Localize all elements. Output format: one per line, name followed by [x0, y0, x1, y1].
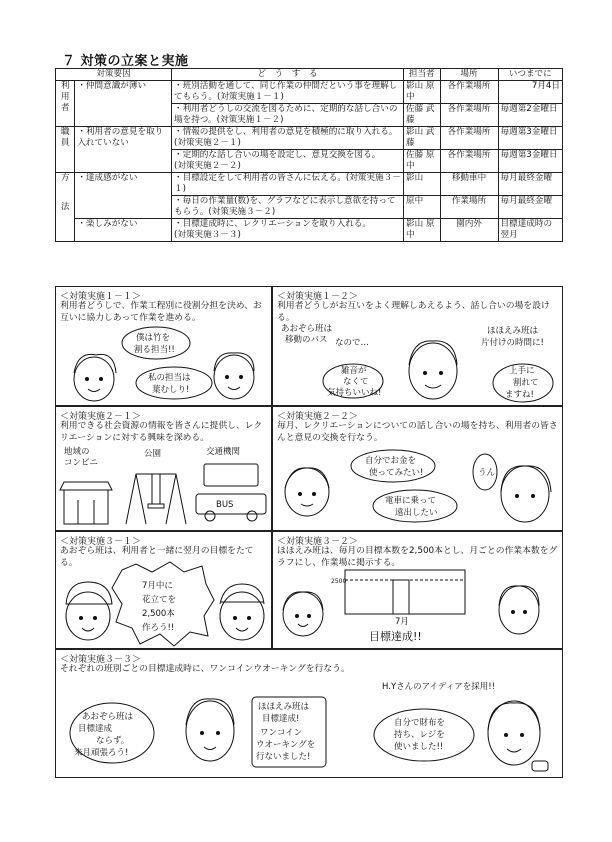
header-when: いつまでに: [498, 69, 562, 81]
panel-heading: ＜対策実施２－２＞: [277, 412, 359, 422]
person-face-icon: [409, 343, 457, 399]
person-face-icon: [499, 586, 539, 634]
panel-heading: ＜対策実施１－２＞: [277, 292, 359, 302]
person-face-icon: [488, 701, 540, 765]
panel-illustration: [273, 321, 564, 405]
bubble-text: H.Yさんのアイディアを採用!!: [382, 682, 496, 692]
bubble-text: ワンコイン: [260, 728, 303, 738]
bubble-text: 2,500本: [142, 609, 175, 619]
header-factor: 対策要因: [56, 69, 172, 81]
person-cell: 佐藤 原中: [404, 150, 441, 173]
bubble-text: 遠出したい: [395, 508, 438, 518]
place-cell: 各作業場所: [440, 150, 498, 173]
bubble-text: 葉むしり!: [152, 385, 190, 395]
bubble-text: 作ろう!!: [142, 623, 175, 633]
section-title: ７ 対策の立案と実施: [62, 54, 189, 69]
place-cell: 各作業場所: [440, 81, 498, 104]
bubble-text: 自分でお金を: [365, 456, 417, 466]
bubble-text: あおぞら班は: [281, 324, 333, 334]
bubble-text: 雑音が: [341, 366, 367, 376]
person-cell: 影山: [404, 173, 441, 196]
bubble-text: 気持ちいいね!: [327, 388, 382, 398]
panel-3-1: [55, 531, 272, 649]
person-cell: 影山 原中: [404, 81, 441, 104]
person-face-icon: [283, 592, 323, 636]
graph-label: 2500: [331, 578, 347, 585]
graph-bar: [393, 580, 409, 614]
park-swing-icon: [126, 474, 186, 524]
panel-1-1: [55, 286, 272, 406]
bubble-text: 使ってみたい!: [369, 468, 424, 478]
illustration-label: 地域の: [64, 447, 90, 457]
action-cell: ・班別活動を通して、同じ作業の仲間だという事を理解してもらう。(対策実施１－１): [172, 81, 404, 104]
panel-heading: ＜対策実施３－２＞: [277, 537, 359, 547]
panel-heading: ＜対策実施２－１＞: [60, 412, 142, 422]
graph-label: 目標達成!!: [369, 630, 422, 643]
person-cell: 原中: [404, 196, 441, 219]
person-face-icon: [285, 468, 329, 516]
panel-2-1: [55, 406, 272, 531]
place-cell: 各作業場所: [440, 104, 498, 127]
factor-cell: ・仲間意識が薄い: [75, 81, 172, 127]
place-cell: 作業場所: [440, 196, 498, 219]
when-cell: 毎週第3金曜日: [498, 150, 562, 173]
bubble-text: なので…: [335, 338, 370, 348]
person-face-icon: [66, 592, 110, 640]
place-cell: 園内外: [440, 219, 498, 242]
train-icon: [204, 464, 258, 486]
wallet-icon: [532, 761, 548, 771]
bubble-text: 行ないました!: [256, 752, 311, 762]
panel-heading: ＜対策実施１－１＞: [60, 292, 142, 302]
when-cell: 毎週第3金曜日: [498, 127, 562, 150]
panel-2-2: [272, 406, 563, 531]
person-cell: 影山 武藤: [404, 127, 441, 150]
person-face-icon: [214, 355, 254, 399]
bubble-text: なくて: [343, 377, 369, 387]
panel-illustration: [56, 442, 273, 530]
header-action: ど う す る: [172, 69, 404, 81]
graph-label: 7月: [395, 617, 409, 627]
panel-heading: ＜対策実施３－１＞: [60, 537, 142, 547]
person-cell: 影山 原中: [404, 219, 441, 242]
panel-description: ほほえみ班は、毎月の目標本数を2,500本とし、月ごとの作業本数をグラフにし、作業場に掲示する。: [277, 546, 558, 568]
bubble-text: 割る担当!!: [134, 345, 175, 355]
person-cell: 佐藤 武藤: [404, 104, 441, 127]
when-cell: 毎月最終金曜: [498, 196, 562, 219]
when-cell: 毎月最終金曜: [498, 173, 562, 196]
panel-description: それぞれの班別ごとの目標達成時に、ワンコインウオーキングを行なう。: [60, 664, 350, 674]
bubble-text: 自分で財布を: [394, 718, 446, 728]
panel-illustration: [273, 566, 564, 648]
illustration-label: BUS: [216, 500, 234, 510]
bubble-text: 来月頑張ろう!: [74, 748, 129, 758]
category-method: 方 法: [56, 173, 75, 242]
bubble-text: うん: [478, 468, 496, 478]
bubble-text: 7月中に: [142, 581, 173, 591]
panel-heading: ＜対策実施３－３＞: [60, 655, 142, 665]
action-cell: ・目標設定をして利用者の皆さんに伝える。(対策実施３－１): [172, 173, 404, 196]
bubble-text: ならず。: [96, 736, 130, 746]
bubble-text: 片付けの時間に!: [481, 338, 544, 348]
panel-illustration: [273, 442, 564, 530]
bubble-text: 私の担当は: [148, 373, 191, 383]
table-row: [56, 81, 563, 104]
category-staff: 職 員: [56, 127, 75, 173]
panel-description: 利用できる社会資源の情報を皆さんに提供し、レクリエーションに対する興味を深める。: [60, 421, 263, 443]
bubble-text: 移動のバス: [285, 335, 328, 345]
illustration-label: コンビニ: [64, 458, 99, 468]
panel-1-2: [272, 286, 563, 406]
header-person: 担当者: [404, 69, 441, 81]
factor-cell: ・達成感がない: [75, 173, 172, 219]
panel-description: 利用者どうしで、作業工程別に役割分担を決め、お互いに協力しあって作業を進める。: [60, 301, 262, 323]
illustration-label: 交通機関: [206, 447, 241, 457]
header-place: 場所: [440, 69, 498, 81]
panel-description: 利用者どうしがお互いをよく理解しあえるよう、話し合いの場を設ける。: [277, 301, 550, 323]
panel-3-2: [272, 531, 563, 649]
person-face-icon: [186, 701, 234, 761]
place-cell: 移動車中: [440, 173, 498, 196]
bubble-text: あおぞら班は: [82, 712, 134, 722]
person-face-icon: [74, 357, 114, 401]
panel-illustration: [56, 677, 564, 777]
bubble-text: 電車に乗って: [385, 496, 437, 506]
table-header-row: [56, 69, 563, 81]
panel-description: あおぞら班は、利用者と一緒に翌月の目標をたてる。: [60, 546, 254, 568]
table-row: [56, 219, 563, 242]
panel-illustration: [56, 560, 273, 648]
action-cell: ・定期的な話し合いの場を設定し、意見交換を図る。 (対策実施２－２): [172, 150, 404, 173]
action-cell: ・情報の提供をし、利用者の意見を積極的に取り入れる。 (対策実施２－１): [172, 127, 404, 150]
factor-cell: ・楽しみがない: [75, 219, 172, 242]
table-row: [56, 173, 563, 196]
goal-graph: [345, 570, 465, 614]
action-cell: ・毎日の作業量(数)を、グラフなどに表示し意欲を持ってもらう。(対策実施３－２): [172, 196, 404, 219]
panel-illustration: [56, 321, 273, 405]
bubble-text: ますね!: [505, 390, 534, 400]
place-cell: 各作業場所: [440, 127, 498, 150]
illustration-panels: [55, 286, 563, 778]
person-face-icon: [501, 466, 549, 522]
bubble-text: 持ち、レジを: [394, 730, 445, 740]
factor-cell: ・利用者の意見を取り入れていない: [75, 127, 172, 173]
when-cell: 毎週第2金曜日: [498, 104, 562, 127]
action-cell: ・目標達成時に、レクリエーションを取り入れる。 (対策実施３－３): [172, 219, 404, 242]
bubble-text: 花立てを: [142, 595, 177, 605]
person-face-icon: [220, 592, 264, 640]
bubble-text: ほほえみ班は: [258, 702, 310, 712]
when-cell: 目標達成時の翌月: [498, 219, 562, 242]
bubble-text: ほほえみ班は: [487, 326, 539, 336]
plan-table: [55, 68, 563, 242]
table-row: [56, 127, 563, 150]
category-user: 利 用 者: [56, 81, 75, 127]
bubble-text: 割れて: [513, 378, 539, 388]
illustration-label: 公園: [144, 449, 162, 459]
bubble-text: 使いました!!: [394, 742, 444, 752]
bubble-text: 目標達成!: [262, 714, 300, 724]
action-cell: ・利用者どうしの交流を図るために、定期的な話し合いの場を持つ。(対策実施１－２): [172, 104, 404, 127]
panel-3-3: [55, 649, 563, 778]
bubble-text: 僕は竹を: [136, 333, 171, 343]
bubble-text: 目標達成: [78, 724, 113, 734]
bubble-text: 上手に: [509, 366, 535, 376]
bubble-text: ウオーキングを: [256, 740, 316, 750]
convenience-store-icon: [64, 490, 108, 524]
panel-description: 毎月、レクリエーションについての話し合いの場を持ち、利用者の皆さんと意見の交換を行なう。: [277, 421, 558, 443]
when-cell: 7月4日: [498, 81, 562, 104]
